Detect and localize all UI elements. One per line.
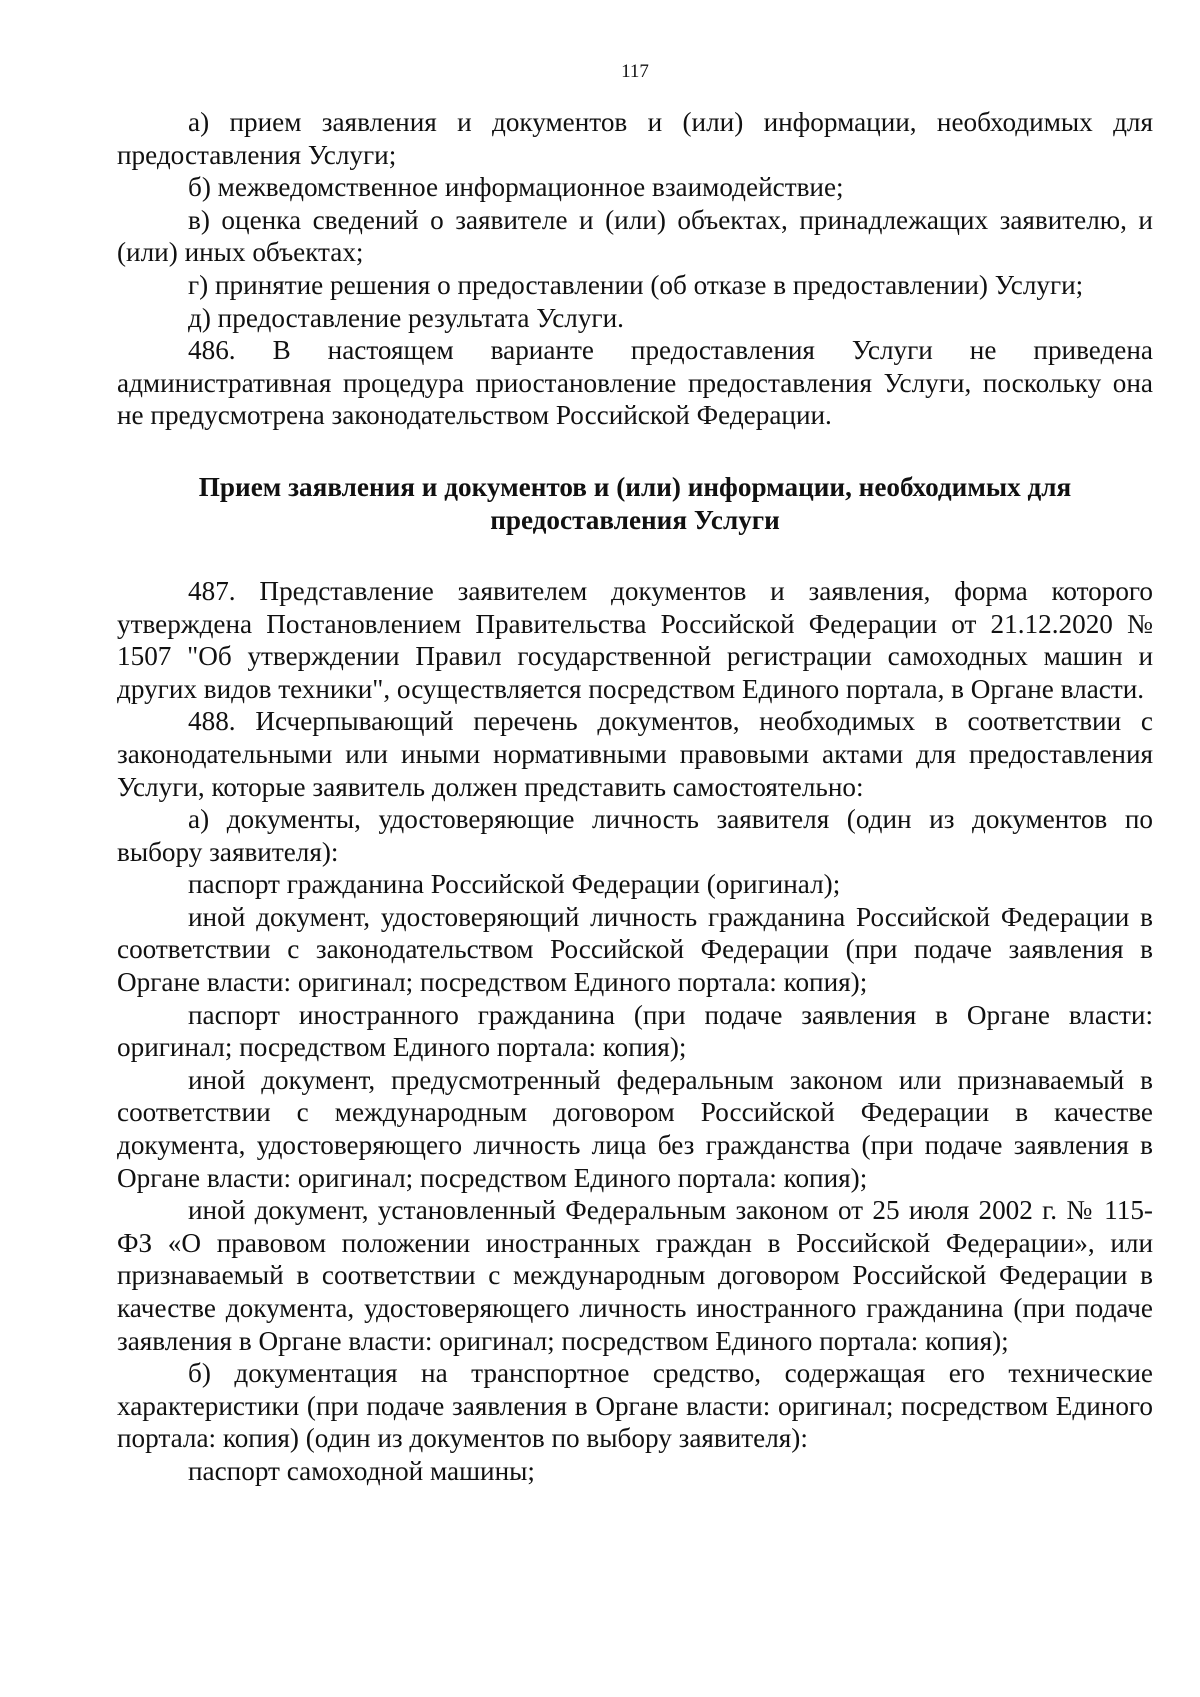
list-item-other-rf-id: иной документ, удостоверяющий личность гражданина Российской Федерации в соответствии с законодательством Российской Федерации (при подаче заявления в Органе власти: оригинал; посредством Единого портала: копия); xyxy=(117,901,1153,998)
section-heading-line-2: предоставления Услуги xyxy=(490,504,780,535)
list-item-rf-passport: паспорт гражданина Российской Федерации (оригинал); xyxy=(188,869,841,900)
paragraph-487: 487. Представление заявителем документов и заявления, форма которого утверждена Постановлением Правительства Российской Федерации от 21.12.2020 № 1507 "Об утверждении Правил государственной регистрации самоходных машин и других видов техники", осуществляется посредством Единого портала, в Органе власти. xyxy=(117,575,1153,704)
list-item-foreign-citizen-id: иной документ, установленный Федеральным законом от 25 июля 2002 г. № 115-ФЗ «О правовом положении иностранных граждан в Российской Федерации», или признаваемый в соответствии с международным договором Российской Федерации в качестве документа, удостоверяющего личность иностранного гражданина (при подаче заявления в Органе власти: оригинал; посредством Единого портала: копия); xyxy=(117,1195,1153,1356)
paragraph-488: 488. Исчерпывающий перечень документов, необходимых в соответствии с законодательными или иными нормативными правовыми актами для предоставления Услуги, которые заявитель должен представить самостоятельно: xyxy=(117,706,1153,802)
list-item-v: в) оценка сведений о заявителе и (или) объектах, принадлежащих заявителю, и (или) иных объектах; xyxy=(117,204,1153,268)
document-page xyxy=(117,60,1153,1488)
list-item-foreign-passport: паспорт иностранного гражданина (при подаче заявления в Органе власти: оригинал; посредством Единого портала: копия); xyxy=(117,999,1153,1063)
list-item-a: а) прием заявления и документов и (или) информации, необходимых для предоставления Услуги; xyxy=(117,107,1153,170)
list-item-stateless-id: иной документ, предусмотренный федеральным законом или признаваемый в соответствии с международным договором Российской Федерации в качестве документа, удостоверяющего личность лица без гражданства (при подаче заявления в Органе власти: оригинал; посредством Единого портала: копия); xyxy=(117,1064,1153,1193)
list-item-d: д) предоставление результата Услуги. xyxy=(188,302,624,333)
list-item-b: б) межведомственное информационное взаимодействие; xyxy=(188,172,844,203)
section-heading xyxy=(117,471,1153,537)
section-heading-line-1: Прием заявления и документов и (или) информации, необходимых для xyxy=(198,471,1072,502)
paragraph-486: 486. В настоящем варианте предоставления Услуги не приведена административная процедура приостановление предоставления Услуги, поскольку она не предусмотрена законодательством Российской Федерации. xyxy=(117,335,1153,431)
list-item-b-vehicle-docs: б) документация на транспортное средство, содержащая его технические характеристики (при подаче заявления в Органе власти: оригинал; посредством Единого портала: копия) (один из документов по выбору заявителя): xyxy=(117,1358,1153,1454)
list-item-a-identity-docs: а) документы, удостоверяющие личность заявителя (один из документов по выбору заявителя): xyxy=(117,804,1153,867)
page-number: 117 xyxy=(621,61,649,82)
list-item-g: г) принятие решения о предоставлении (об отказе в предоставлении) Услуги; xyxy=(188,269,1084,300)
list-item-machine-passport: паспорт самоходной машины; xyxy=(188,1455,535,1486)
